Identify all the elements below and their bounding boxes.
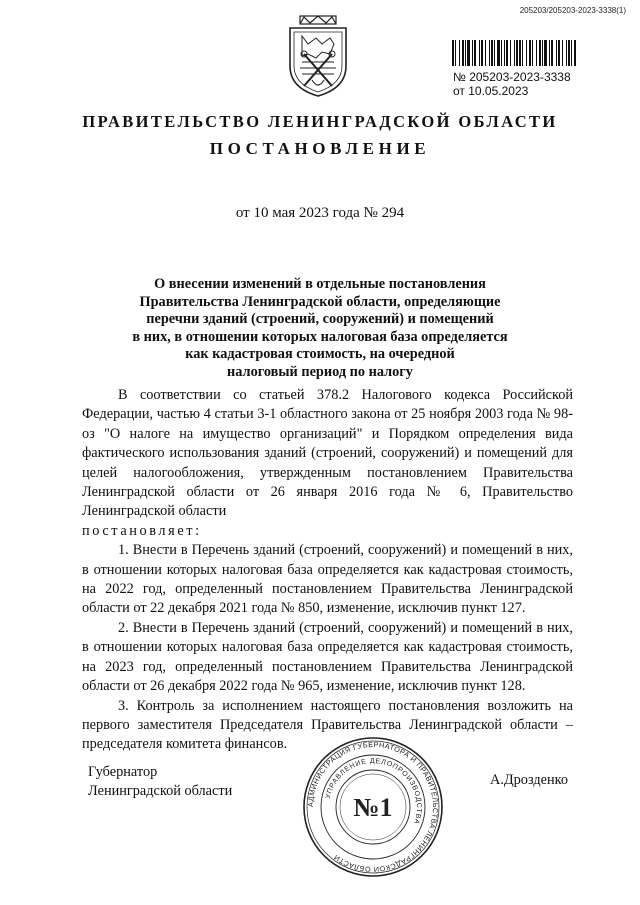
barcode-icon xyxy=(452,40,576,66)
svg-text:УПРАВЛЕНИЕ ДЕЛОПРОИЗВОДСТВА: УПРАВЛЕНИЕ ДЕЛОПРОИЗВОДСТВА xyxy=(324,757,423,826)
government-name: ПРАВИТЕЛЬСТВО ЛЕНИНГРАДСКОЙ ОБЛАСТИ xyxy=(82,112,558,131)
signatory-position xyxy=(88,763,232,801)
title-line: налоговый период по налогу xyxy=(227,363,413,380)
item-paragraph: 2. Внести в Перечень зданий (строений, сооружений) и помещений в них, в отношении которых налоговая база определяется как кадастровая стоимость, на 2023 год, определенный постановлением Правительства Ленинградской области от 26 декабря 2022 года № 965, изменение, исключив пункт 128. xyxy=(82,619,573,695)
item-paragraph: 3. Контроль за исполнением настоящего постановления возложить на первого заместителя Председателя Правительства Ленинградской области – председателя комитета финансов. xyxy=(82,697,573,753)
registration-stamp xyxy=(453,70,571,98)
title-line: перечни зданий (строений, сооружений) и помещений xyxy=(146,311,494,327)
position-line: Губернатор xyxy=(88,764,158,780)
title-line: как кадастровая стоимость, на очередной xyxy=(185,346,455,362)
signatory-name: А.Дрозденко xyxy=(490,772,568,788)
coat-of-arms-icon xyxy=(282,14,354,98)
document-date-number: от 10 мая 2023 года № 294 xyxy=(235,205,405,221)
document-reference: 205203/205203-2023-3338(1) xyxy=(519,6,626,15)
registration-number: № 205203-2023-3338 xyxy=(453,70,571,84)
item-paragraph: 1. Внести в Перечень зданий (строений, сооружений) и помещений в них, в отношении которых налоговая база определяется как кадастровая стоимость, на 2022 год, определенный постановлением Правительства Ленинградской области от 22 декабря 2021 года № 850, изменение, исключив пункт 127. xyxy=(82,542,573,617)
title-line: Правительства Ленинградской области, определяющие xyxy=(139,293,501,310)
svg-text:АДМИНИСТРАЦИЯ ГУБЕРНАТОРА И ПР: АДМИНИСТРАЦИЯ ГУБЕРНАТОРА И ПРАВИТЕЛЬСТВА ЛЕНИНГРАДСКОЙ ОБЛАСТИ xyxy=(305,739,441,875)
decree-word: постановляет: xyxy=(82,522,202,539)
position-line: Ленинградской области xyxy=(88,783,233,799)
title-line: в них, в отношении которых налоговая база определяется xyxy=(132,328,508,345)
document-body xyxy=(82,386,573,755)
registration-date: от 10.05.2023 xyxy=(453,84,529,98)
title-line: О внесении изменений в отдельные постановления xyxy=(154,276,486,292)
official-seal-icon xyxy=(302,736,444,878)
document-title xyxy=(80,276,560,381)
document-type: ПОСТАНОВЛЕНИЕ xyxy=(209,139,431,158)
preamble-paragraph: В соответствии со статьей 378.2 Налогового кодекса Российской Федерации, частью 4 статьи 3-1 областного закона от 25 ноября 2003 года № 98-оз "О налоге на имущество организаций" и Порядком определения вида фактического использования зданий (строений, сооружений) и помещений для целей налогообложения, утвержденным постановлением Правительства Ленинградской области от 26 января 2016 года № 6, Правительство Ленинградской области xyxy=(82,387,573,520)
seal-number: №1 xyxy=(353,793,393,822)
